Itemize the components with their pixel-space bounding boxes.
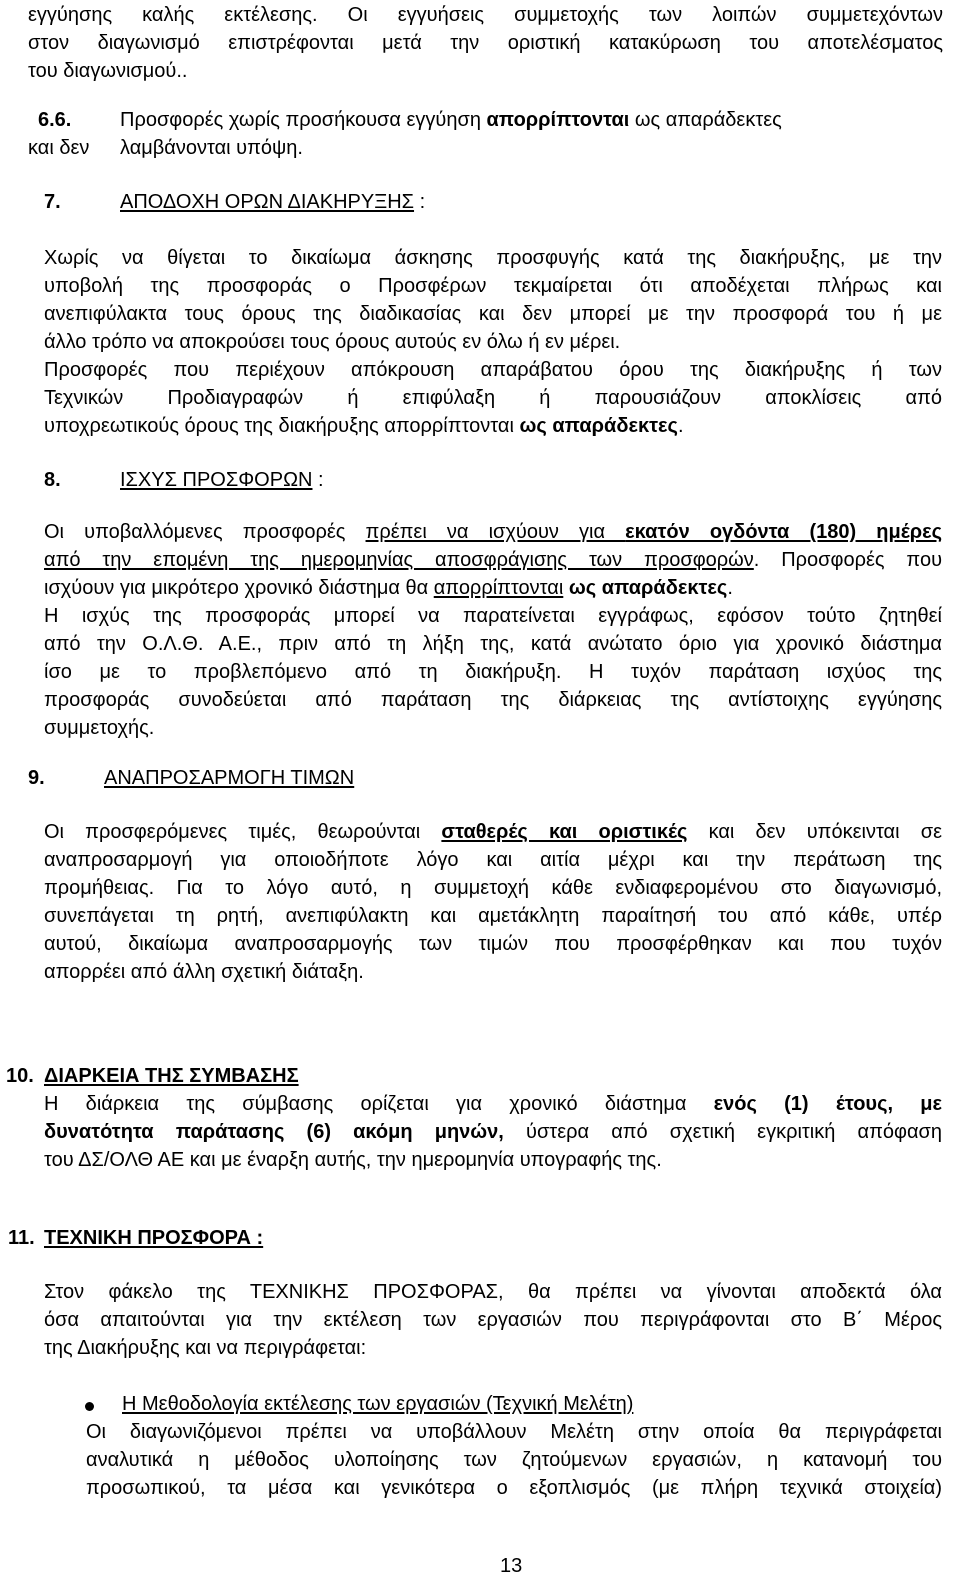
paragraph-line: Προσφορές που περιέχουν απόκρουση απαράβατου όρου της διακήρυξης ή των <box>44 359 942 381</box>
paragraph-line: Οι υποβαλλόμενες προσφορές πρέπει να ισχύουν για εκατόν ογδόντα (180) ημέρες <box>44 521 943 543</box>
section-number: 10. <box>6 1065 34 1087</box>
paragraph-line: Οι διαγωνιζόμενοι πρέπει να υποβάλλουν Μελέτη στην οποία θα περιγράφεται <box>86 1421 942 1443</box>
section-heading: ΔΙΑΡΚΕΙΑ ΤΗΣ ΣΥΜΒΑΣΗΣ <box>44 1065 299 1087</box>
paragraph-line: συνεπάγεται τη ρητή, ανεπιφύλακτη και αμετάκλητη παραίτησή του από κάθε, υπέρ <box>44 905 942 927</box>
paragraph-line: ισχύουν για μικρότερο χρονικό διάστημα θα απορρίπτονται ως απαράδεκτες. <box>44 577 733 599</box>
paragraph-line: του ΔΣ/ΟΛΘ ΑΕ και με έναρξη αυτής, την ημερομηνία υπογραφής της. <box>44 1149 662 1171</box>
paragraph-line: υποβολή της προσφοράς ο Προσφέρων τεκμαίρεται ότι αποδέχεται πλήρως και <box>44 275 942 297</box>
paragraph-line: συμμετοχής. <box>44 717 155 739</box>
paragraph-line: Η διάρκεια της σύμβασης ορίζεται για χρονικό διάστημα ενός (1) έτους, με <box>44 1093 943 1115</box>
section-number: 8. <box>44 469 61 491</box>
section-heading: ΤΕΧΝΙΚΗ ΠΡΟΣΦΟΡΑ : <box>44 1227 264 1249</box>
paragraph-line: από την Ο.Λ.Θ. Α.Ε., πριν από τη λήξη της, κατά ανώτατο όριο για χρονικό διάστημα <box>44 633 942 655</box>
paragraph-line: Στον φάκελο της ΤΕΧΝΙΚΗΣ ΠΡΟΣΦΟΡΑΣ, θα πρέπει να γίνονται αποδεκτά όλα <box>44 1281 942 1303</box>
paragraph-line: δυνατότητα παράτασης (6) ακόμη μηνών, ύστερα από σχετική εγκριτική απόφαση <box>44 1121 942 1143</box>
paragraph-line: Προσφορές χωρίς προσήκουσα εγγύηση απορρίπτονται ως απαράδεκτες <box>120 109 782 131</box>
paragraph-line: αυτού, δικαίωμα αναπροσαρμογής των τιμών που προσφέρθηκαν και που τυχόν <box>44 933 942 955</box>
section-number: 11. <box>8 1227 35 1249</box>
paragraph-line: Χωρίς να θίγεται το δικαίωμα άσκησης προσφυγής κατά της διακήρυξης, με την <box>44 247 942 269</box>
paragraph-line: από την επομένη της ημερομηνίας αποσφράγισης των προσφορών. Προσφορές που <box>44 549 943 571</box>
paragraph-line: του διαγωνισμού.. <box>28 60 188 82</box>
section-heading: ΑΠΟΔΟΧΗ ΟΡΩΝ ΔΙΑΚΗΡΥΞΗΣ : <box>120 191 426 213</box>
paragraph-line: ανεπιφύλακτα τους όρους της διαδικασίας και δεν μπορεί με την προσφορά του ή με <box>44 303 942 325</box>
page-number: 13 <box>500 1555 523 1577</box>
item-number: 6.6. <box>38 109 72 131</box>
section-number: 9. <box>28 767 45 789</box>
paragraph-line: Τεχνικών Προδιαγραφών ή επιφύλαξη ή παρουσιάζουν αποκλίσεις από <box>44 387 942 409</box>
section-heading: ΑΝΑΠΡΟΣΑΡΜΟΓΗ ΤΙΜΩΝ <box>104 767 355 789</box>
paragraph-line: απορρέει από άλλη σχετική διάταξη. <box>44 961 364 983</box>
paragraph-line: Η ισχύς της προσφοράς μπορεί να παρατείνεται εγγράφως, εφόσον τούτο ζητηθεί <box>44 605 942 627</box>
paragraph-line: και δεν <box>28 137 90 159</box>
paragraph-line: αναλυτικά η μέθοδος υλοποίησης των ζητούμενων εργασιών, η κατανομή του <box>86 1449 942 1471</box>
paragraph-line: της Διακήρυξης και να περιγράφεται: <box>44 1337 367 1359</box>
paragraph-line: όσα απαιτούνται για την εκτέλεση των εργασιών που περιγράφονται στο Β΄ Μέρος <box>44 1309 942 1331</box>
section-heading: ΙΣΧΥΣ ΠΡΟΣΦΟΡΩΝ : <box>120 469 324 491</box>
paragraph-line: Οι προσφερόμενες τιμές, θεωρούνται σταθερές και οριστικές και δεν υπόκεινται σε <box>44 821 942 843</box>
paragraph-line: προσφοράς συνοδεύεται από παράταση της διάρκειας της αντίστοιχης εγγύησης <box>44 689 942 711</box>
paragraph-line: ίσο με το προβλεπόμενο από τη διακήρυξη. Η τυχόν παράταση ισχύος της <box>44 661 942 683</box>
paragraph-line: λαμβάνονται υπόψη. <box>120 137 303 159</box>
bullet-icon <box>85 1402 94 1411</box>
paragraph-line: αναπροσαρμογή για οποιοδήποτε λόγο και αιτία μέχρι και την περάτωση της <box>44 849 942 871</box>
paragraph-line: άλλο τρόπο να αποκρούσει τους όρους αυτούς εν όλω ή εν μέρει. <box>44 331 621 353</box>
section-number: 7. <box>44 191 61 213</box>
paragraph-line: υποχρεωτικούς όρους της διακήρυξης απορρίπτονται ως απαράδεκτες. <box>44 415 684 437</box>
paragraph-line: προμήθειας. Για το λόγο αυτό, η συμμετοχή κάθε ενδιαφερομένου στο διαγωνισμό, <box>44 877 942 899</box>
paragraph-line: στον διαγωνισμό επιστρέφονται μετά την οριστική κατακύρωση του αποτελέσματος <box>28 32 943 54</box>
paragraph-line: προσωπικού, τα μέσα και γενικότερα ο εξοπλισμός (με πλήρη τεχνικά στοιχεία) <box>86 1477 942 1499</box>
paragraph-line: εγγύησης καλής εκτέλεσης. Οι εγγυήσεις συμμετοχής των λοιπών συμμετεχόντων <box>28 4 943 26</box>
bullet-item: Η Μεθοδολογία εκτέλεσης των εργασιών (Τεχνική Μελέτη) <box>122 1393 634 1415</box>
